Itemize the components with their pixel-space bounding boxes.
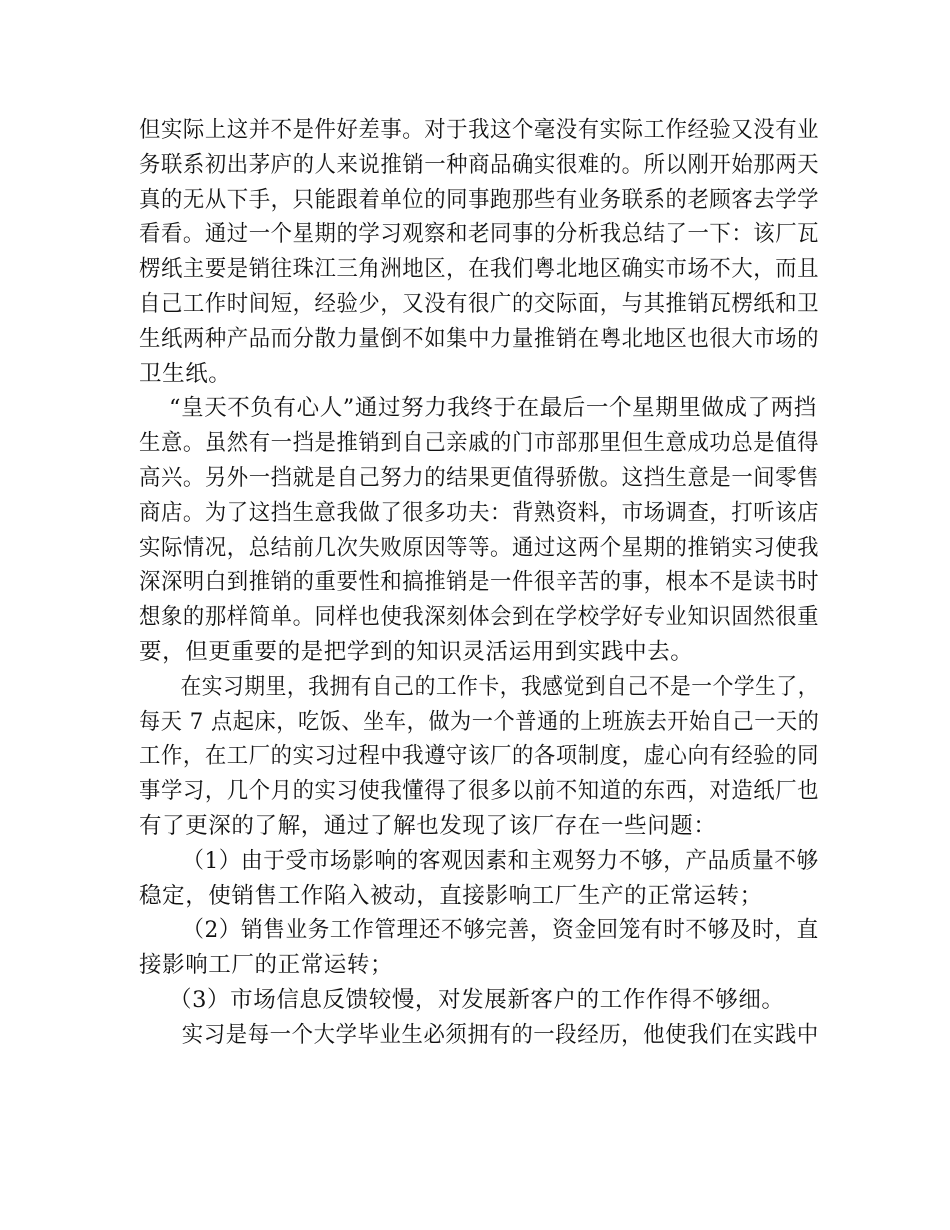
text-line: 在实习期里，我拥有自己的工作卡，我感觉到自己不是一个学生了， [180,673,820,700]
text-line: 接影响工厂的正常运转； [139,952,394,979]
text-line: 要，但更重要的是把学到的知识灵活运用到实践中去。 [139,638,694,665]
paragraph-2 [139,391,819,669]
text-line: 自己工作时间短，经验少，又没有很广的交际面，与其推销瓦楞纸和卫 [139,290,820,317]
text-line: “皇天不负有心人”通过努力我终于在最后一个星期里做成了两挡 [169,395,817,422]
text-line: 实习是每一个大学毕业生必须拥有的一段经历，他使我们在实践中 [181,1021,819,1048]
text-line: （2）销售业务工作管理还不够完善，资金回笼有时不够及时，直 [182,917,819,944]
text-line: 高兴。另外一挡就是自己努力的结果更值得骄傲。这挡生意是一间零售 [139,464,820,491]
text-line: 但实际上这并不是件好差事。对于我这个毫没有实际工作经验又没有业 [139,117,820,143]
text-line: 事学习，几个月的实习使我懂得了很多以前不知道的东西，对造纸厂也 [139,778,820,805]
text-line: 有了更深的了解，通过了解也发现了该厂存在一些问题： [139,812,717,839]
text-line: （3）市场信息反馈较慢，对发展新客户的工作作得不够细。 [169,986,785,1013]
paragraph-6 [139,983,819,1018]
text-line: 务联系初出茅庐的人来说推销一种商品确实很难的。所以刚开始那两天 [139,151,820,178]
text-line: 真的无从下手，只能跟着单位的同事跑那些有业务联系的老顾客去学学 [139,186,820,213]
text-line: 商店。为了这挡生意我做了很多功夫：背熟资料，市场调查，打听该店 [139,499,820,526]
text-line: 生纸两种产品而分散力量倒不如集中力量推销在粤北地区也很大市场的 [139,325,820,352]
text-line: 卫生纸。 [139,360,232,387]
text-line: 想象的那样简单。同样也使我深刻体会到在学校学好专业知识固然很重 [139,604,820,631]
text-line: 工作，在工厂的实习过程中我遵守该厂的各项制度，虚心向有经验的同 [139,743,820,770]
text-line: 深深明白到推销的重要性和搞推销是一件很辛苦的事，根本不是读书时 [139,569,820,596]
text-line: 实际情况，总结前几次失败原因等等。通过这两个星期的推销实习使我 [139,534,820,561]
paragraph-7 [139,1018,819,1053]
text-line: 每天 7 点起床，吃饭、坐车，做为一个普通的上班族去开始自己一天的 [139,708,820,735]
text-line: 楞纸主要是销往珠江三角洲地区，在我们粤北地区确实市场不大，而且 [139,256,820,283]
text-line: 稳定，使销售工作陷入被动，直接影响工厂生产的正常运转； [139,882,763,909]
text-line: （1）由于受市场影响的客观因素和主观努力不够，产品质量不够 [182,847,819,874]
paragraph-5 [139,913,819,983]
paragraph-4 [139,844,819,914]
text-line: 生意。虽然有一挡是推销到自己亲戚的门市部那里但生意成功总是值得 [139,430,820,457]
text-line: 看看。通过一个星期的学习观察和老同事的分析我总结了一下：该厂瓦 [139,221,820,248]
paragraph-1 [139,113,819,391]
document-body [139,113,819,1053]
paragraph-3 [139,670,819,844]
